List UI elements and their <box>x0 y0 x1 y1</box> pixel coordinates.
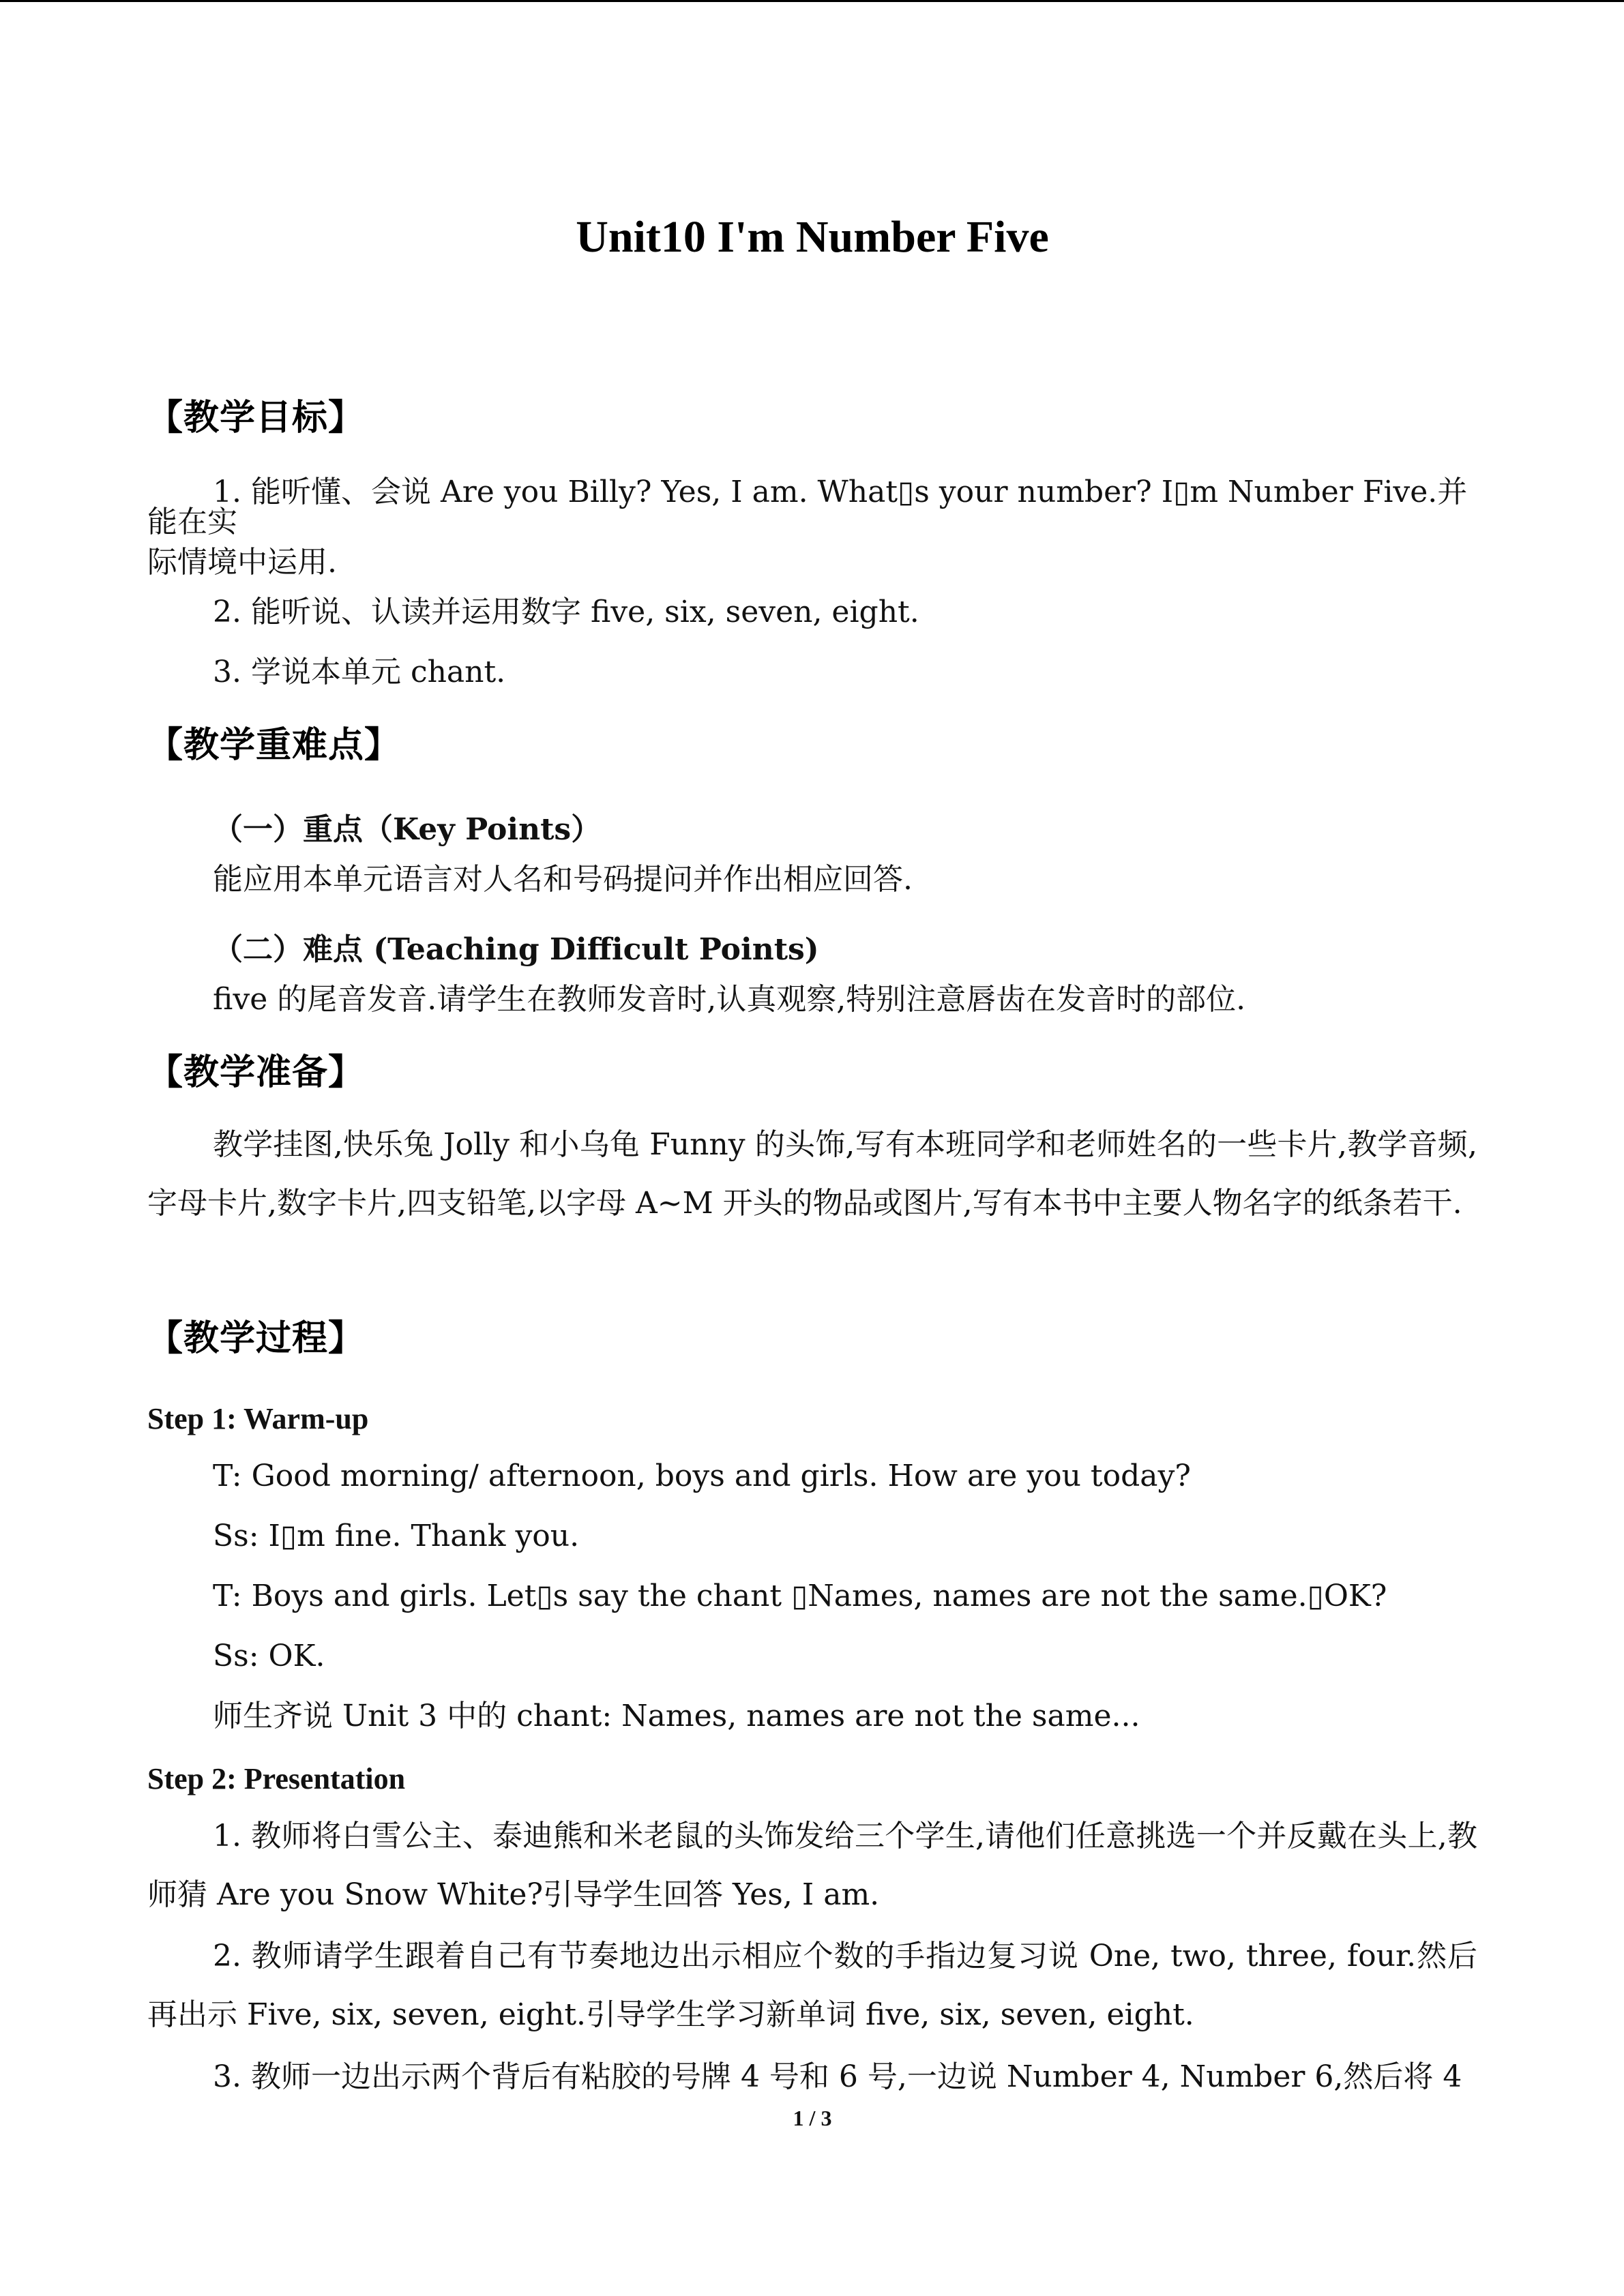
step-2-paragraph-2: 2. 教师请学生跟着自己有节奏地边出示相应个数的手指边复习说 One, two, three, four.然后再出示 Five, six, seven, eight.引导学生学习新单词 five, six, seven, eight. <box>147 1939 1477 2032</box>
top-border <box>0 0 1624 2</box>
step-1-line-2: Ss: I▯m fine. Thank you. <box>213 1519 580 1553</box>
step-1-line-3: T: Boys and girls. Let▯s say the chant ▯Names, names are not the same.▯OK? <box>213 1579 1387 1613</box>
difficult-points-subheading: （二）难点 (Teaching Difficult Points) <box>213 932 819 967</box>
step-1-line-4: Ss: OK. <box>213 1639 325 1673</box>
objectives-heading: 【教学目标】 <box>147 398 365 438</box>
difficult-points-text: five 的尾音发音.请学生在教师发音时,认真观察,特别注意唇齿在发音时的部位. <box>213 982 1246 1017</box>
step-1-line-1: T: Good morning/ afternoon, boys and girls. How are you today? <box>213 1459 1191 1493</box>
key-points-heading: 【教学重难点】 <box>147 725 401 766</box>
step-2-paragraph-3: 3. 教师一边出示两个背后有粘胶的号牌 4 号和 6 号,一边说 Number 4, Number 6,然后将 4 <box>213 2059 1462 2094</box>
process-heading: 【教学过程】 <box>147 1318 365 1359</box>
document-title: Unit10 I'm Number Five <box>576 212 1049 262</box>
objective-3: 3. 学说本单元 chant. <box>213 655 506 689</box>
step-2-paragraph-1: 1. 教师将白雪公主、泰迪熊和米老鼠的头饰发给三个学生,请他们任意挑选一个并反戴在头上,教师猜 Are you Snow White?引导学生回答 Yes, I am. <box>147 1819 1477 1912</box>
page-number: 1 / 3 <box>793 2106 832 2130</box>
step-2-heading: Step 2: Presentation <box>147 1762 406 1795</box>
preparation-heading: 【教学准备】 <box>147 1052 365 1093</box>
objective-1-line-2: 际情境中运用. <box>147 545 337 580</box>
objective-2: 2. 能听说、认读并运用数字 five, six, seven, eight. <box>213 595 919 629</box>
step-1-line-5: 师生齐说 Unit 3 中的 chant: Names, names are not the same... <box>213 1699 1140 1733</box>
objective-1-line-1: 1. 能听懂、会说 Are you Billy? Yes, I am. What▯s your number? I▯m Number Five.并能在实 <box>147 475 1468 539</box>
key-points-subheading: （一）重点（Key Points） <box>213 812 602 847</box>
key-points-text: 能应用本单元语言对人名和号码提问并作出相应回答. <box>213 862 913 897</box>
step-1-heading: Step 1: Warm-up <box>147 1402 369 1435</box>
preparation-text: 教学挂图,快乐兔 Jolly 和小乌龟 Funny 的头饰,写有本班同学和老师姓名的一些卡片,教学音频,字母卡片,数字卡片,四支铅笔,以字母 A~M 开头的物品或图片,写有本书中主要人物名字的纸条若干. <box>147 1127 1477 1221</box>
